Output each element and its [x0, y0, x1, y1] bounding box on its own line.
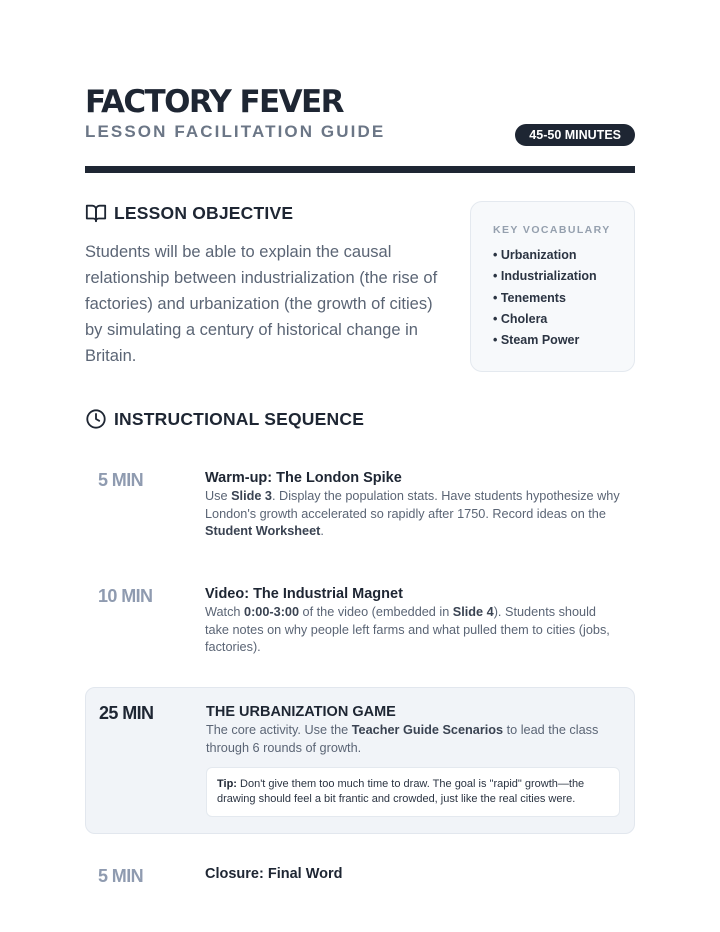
header-divider	[85, 166, 635, 173]
step-body	[205, 470, 620, 541]
body-text: The core activity. Use the	[206, 723, 352, 737]
step-time: 5 MIN	[98, 470, 144, 490]
step-body	[206, 704, 621, 817]
sequence-heading	[85, 408, 364, 430]
body-text: .	[320, 524, 324, 539]
emphasis-text: Teacher Guide Scenarios	[351, 723, 504, 737]
step-description	[205, 604, 620, 657]
vocabulary-title: KEY VOCABULARY	[493, 224, 611, 236]
emphasis-text: Tip:	[217, 778, 237, 791]
emphasis-text: Student Worksheet	[205, 524, 321, 539]
duration-badge: 45-50 MINUTES	[515, 124, 635, 146]
vocabulary-item: • Steam Power	[493, 333, 580, 348]
step-description	[205, 488, 620, 541]
objective-heading	[85, 202, 293, 224]
body-text: Watch	[205, 605, 245, 619]
objective-heading-label: LESSON OBJECTIVE	[114, 202, 294, 223]
step-body	[205, 866, 620, 882]
vocabulary-item: • Cholera	[493, 311, 548, 326]
vocabulary-item: • Tenements	[493, 290, 566, 305]
emphasis-text: 0:00-3:00	[244, 605, 300, 619]
tip-box	[206, 767, 620, 817]
body-text: . Display the population stats. Have students hypothesize why London's growth accelerated so rapidly after 1750. Record ideas on the	[205, 489, 620, 521]
vocabulary-list	[493, 245, 634, 351]
clock-icon	[85, 408, 107, 430]
vocabulary-item: • Urbanization	[493, 248, 577, 262]
body-text: Use	[205, 489, 232, 503]
objective-text: Students will be able to explain the causal relationship between industrialization (the rise of factories) and urbanization (the growth of cities) by simulating a century of historical change in Britain.	[85, 243, 438, 365]
book-icon	[85, 202, 107, 224]
step-description	[206, 722, 621, 757]
step-title: Closure: Final Word	[205, 866, 343, 882]
sequence-heading-label: INSTRUCTIONAL SEQUENCE	[114, 408, 365, 429]
step-time: 10 MIN	[98, 586, 153, 606]
vocabulary-card	[470, 201, 635, 372]
sequence-step-urbanization-game	[85, 687, 635, 834]
step-title: Warm-up: The London Spike	[205, 470, 402, 486]
step-time: 5 MIN	[98, 866, 144, 886]
body-text: to lead the class through 6 rounds of growth.	[206, 723, 599, 755]
emphasis-text: Slide 3	[231, 489, 272, 503]
step-title: THE URBANIZATION GAME	[206, 704, 396, 720]
body-text: ). Students should take notes on why people left farms and what pulled them to cities (jobs, factories).	[205, 605, 610, 655]
body-text: Don't give them too much time to draw. The goal is "rapid" growth—the drawing should feel a bit frantic and crowded, just like the real cities were.	[217, 778, 585, 806]
emphasis-text: Slide 4	[452, 605, 494, 619]
body-text: of the video (embedded in	[299, 605, 453, 619]
page-subtitle: LESSON FACILITATION GUIDE	[85, 122, 386, 141]
step-body	[205, 586, 620, 657]
page-title: FACTORY FEVER	[85, 84, 343, 120]
vocabulary-item: • Industrialization	[493, 269, 597, 284]
step-time: 25 MIN	[99, 703, 154, 723]
step-title: Video: The Industrial Magnet	[205, 586, 403, 602]
